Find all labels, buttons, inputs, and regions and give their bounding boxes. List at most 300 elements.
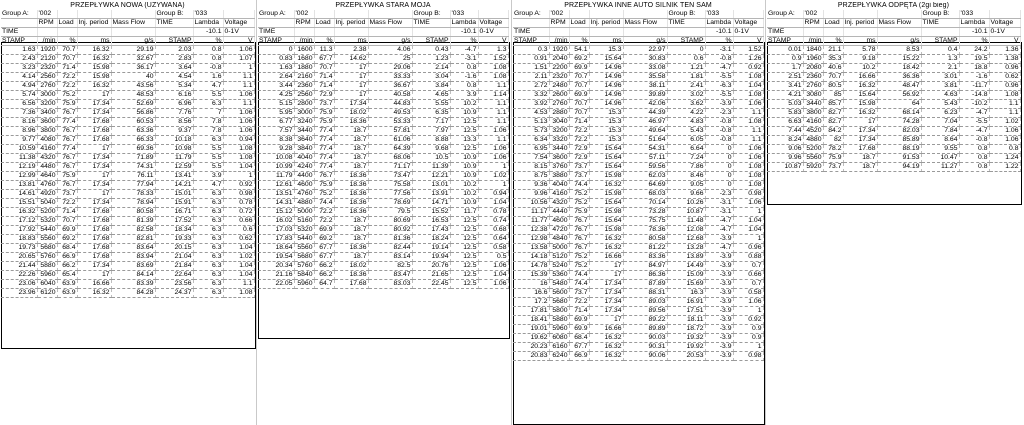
table-cell[interactable]: 17 [77,91,111,100]
table-cell[interactable]: 56.92 [877,91,921,100]
table-cell[interactable]: 0.92 [733,316,763,325]
table-cell[interactable]: 3.04 [412,73,450,82]
table-cell[interactable]: -3.9 [705,235,733,244]
table-cell[interactable]: 83.64 [111,244,155,253]
table-cell[interactable]: 4920 [37,190,57,199]
table-cell[interactable]: 5960 [37,271,57,280]
table-cell[interactable]: 82 [823,136,843,145]
table-cell[interactable]: 14.96 [589,100,623,109]
table-cell[interactable]: -3.9 [705,352,733,361]
group-a-label[interactable]: Group A: [1,10,37,19]
table-cell[interactable]: 33.08 [623,64,667,73]
table-cell[interactable]: 1.08 [733,118,763,127]
table-cell[interactable]: 3640 [294,136,314,145]
table-cell[interactable]: 17 [589,262,623,271]
table-cell[interactable]: 1.08 [733,73,763,82]
table-cell[interactable]: 18.7 [843,163,877,172]
table-cell[interactable]: -0.8 [959,136,989,145]
cell[interactable] [569,10,589,19]
table-cell[interactable]: 4440 [549,208,569,217]
table-cell[interactable]: 89.89 [623,325,667,334]
table-cell[interactable]: 78.36 [623,226,667,235]
table-cell[interactable]: 17 [77,190,111,199]
table-cell[interactable]: 1.1 [478,82,508,91]
table-cell[interactable]: 11.48 [667,217,705,226]
table-cell[interactable]: 17.34 [843,127,877,136]
table-cell[interactable]: 1.08 [733,163,763,172]
table-cell[interactable]: 11.38 [1,154,37,163]
table-cell[interactable]: 0.78 [223,199,254,208]
table-cell[interactable]: 18.7 [334,154,368,163]
table-cell[interactable]: 78.69 [368,199,412,208]
table-cell[interactable]: 2320 [549,73,569,82]
table-cell[interactable]: 94.19 [877,163,921,172]
cell[interactable] [368,10,412,19]
table-cell[interactable]: 4.14 [1,73,37,82]
table-cell[interactable]: 67.7 [314,55,334,64]
table-cell[interactable]: 0 [705,172,733,181]
table-cell[interactable]: 71.89 [111,154,155,163]
table-cell[interactable]: 71.4 [57,64,77,73]
table-cell[interactable]: 17.68 [77,208,111,217]
table-cell[interactable]: 3000 [294,109,314,118]
table-cell[interactable]: 5040 [37,199,57,208]
column-subheader[interactable] [877,28,921,37]
table-cell[interactable]: 1 [733,208,763,217]
table-cell[interactable]: 6.3 [193,235,223,244]
table-cell[interactable]: 7.76 [155,109,193,118]
column-header[interactable]: Lambda [451,19,477,26]
table-cell[interactable]: 2.03 [155,46,193,55]
table-cell[interactable]: 17.34 [843,136,877,145]
table-cell[interactable]: 21.44 [1,262,37,271]
table-cell[interactable]: 11.27 [921,163,959,172]
column-subheader[interactable] [549,28,569,37]
table-cell[interactable]: 72.9 [569,145,589,154]
table-cell[interactable]: 17.34 [77,100,111,109]
table-cell[interactable]: 0 [705,163,733,172]
table-cell[interactable]: 60.53 [111,118,155,127]
table-cell[interactable]: 67.7 [569,343,589,352]
table-cell[interactable]: 4040 [549,181,569,190]
table-cell[interactable]: 1.1 [478,109,508,118]
table-cell[interactable]: 16.32 [589,343,623,352]
table-cell[interactable]: 1.04 [478,199,508,208]
column-header[interactable]: Lambda [959,19,989,28]
table-cell[interactable]: 4040 [294,154,314,163]
table-cell[interactable]: 76.7 [57,154,77,163]
table-cell[interactable]: 6.23 [921,109,959,118]
table-cell[interactable]: 11.7 [450,208,478,217]
table-cell[interactable]: 1.52 [733,46,763,55]
table-cell[interactable]: 1.7 [767,64,803,73]
table-cell[interactable]: 6.3 [193,190,223,199]
table-cell[interactable]: 77.4 [314,136,334,145]
table-cell[interactable]: 2880 [549,109,569,118]
table-cell[interactable]: 5760 [37,253,57,262]
table-cell[interactable]: 7.36 [1,109,37,118]
table-cell[interactable]: -3.1 [705,208,733,217]
table-cell[interactable]: 13.01 [412,181,450,190]
table-cell[interactable]: 23.06 [1,280,37,289]
table-cell[interactable]: 6.3 [193,100,223,109]
table-cell[interactable]: 18.7 [843,154,877,163]
table-cell[interactable]: 19.73 [1,244,37,253]
table-cell[interactable]: 15.3 [589,46,623,55]
table-cell[interactable]: 75.9 [823,154,843,163]
cell[interactable] [223,10,254,19]
table-cell[interactable]: 2080 [803,64,823,73]
table-cell[interactable]: 13.81 [1,181,37,190]
table-cell[interactable]: 15.98 [589,208,623,217]
table-cell[interactable]: 4720 [549,226,569,235]
table-cell[interactable]: 5.13 [513,118,549,127]
column-unit[interactable]: V [478,37,508,46]
table-cell[interactable]: 0.96 [989,82,1020,91]
table-cell[interactable]: 5480 [549,280,569,289]
table-cell[interactable]: 24.2 [959,46,989,55]
column-unit[interactable]: V [989,37,1020,46]
cell[interactable] [334,10,368,19]
column-unit[interactable]: % [823,37,843,46]
table-cell[interactable]: 71.4 [314,82,334,91]
cell[interactable] [77,10,111,19]
cell[interactable] [989,10,1020,19]
table-cell[interactable]: 22.45 [412,280,450,289]
table-cell[interactable]: 0.98 [733,190,763,199]
table-cell[interactable]: 63.9 [57,289,77,298]
table-cell[interactable]: 7.84 [921,127,959,136]
table-cell[interactable]: 5440 [294,235,314,244]
column-unit[interactable]: ms [589,37,623,46]
table-cell[interactable]: 1.08 [989,91,1020,100]
table-cell[interactable]: 12.59 [155,163,193,172]
table-cell[interactable]: 18.36 [334,181,368,190]
table-cell[interactable]: 75.2 [569,190,589,199]
column-unit[interactable]: g/s [877,37,921,46]
table-cell[interactable]: 7.8 [193,118,223,127]
table-cell[interactable]: 12.5 [450,253,478,262]
table-cell[interactable]: 5000 [549,244,569,253]
table-cell[interactable]: 1.06 [478,127,508,136]
table-cell[interactable]: 14.71 [412,199,450,208]
table-cell[interactable]: 74.4 [569,271,589,280]
table-cell[interactable]: -4.7 [705,226,733,235]
table-cell[interactable]: 83.69 [111,262,155,271]
table-cell[interactable]: 1960 [803,55,823,64]
table-cell[interactable]: 1.06 [223,91,254,100]
table-cell[interactable]: 4.65 [412,91,450,100]
table-cell[interactable]: 18.02 [334,262,368,271]
table-cell[interactable]: 15.3 [589,118,623,127]
table-cell[interactable]: 6240 [549,352,569,361]
table-cell[interactable]: 0.8 [959,163,989,172]
table-cell[interactable]: 17.68 [77,244,111,253]
table-cell[interactable]: 15.64 [589,217,623,226]
table-cell[interactable]: 70.7 [57,46,77,55]
table-cell[interactable]: 57.81 [368,127,412,136]
table-cell[interactable]: 1.04 [733,82,763,91]
table-cell[interactable]: 1.81 [667,73,705,82]
table-cell[interactable]: 69.9 [314,226,334,235]
table-cell[interactable]: 68.06 [368,154,412,163]
cell[interactable] [823,10,843,19]
table-cell[interactable]: 75.9 [314,118,334,127]
table-cell[interactable]: 19.92 [667,343,705,352]
table-cell[interactable]: 17.68 [77,127,111,136]
table-cell[interactable]: 75.9 [57,172,77,181]
table-cell[interactable]: 0 [667,46,705,55]
table-cell[interactable]: 5.74 [1,91,37,100]
group-a-label[interactable]: Group A: [767,10,803,19]
table-cell[interactable]: 17 [77,271,111,280]
table-cell[interactable]: 9.96 [767,154,803,163]
table-cell[interactable]: 17 [334,91,368,100]
table-cell[interactable]: 15.98 [77,73,111,82]
table-cell[interactable]: 6.34 [513,136,549,145]
column-subheader[interactable] [823,28,843,37]
column-unit[interactable]: % [569,37,589,46]
table-cell[interactable]: 4320 [37,154,57,163]
table-cell[interactable]: 0.7 [733,280,763,289]
table-cell[interactable]: 17.34 [77,199,111,208]
table-cell[interactable]: 7.57 [258,127,294,136]
table-cell[interactable]: 9.36 [513,181,549,190]
table-cell[interactable]: 1.08 [733,91,763,100]
table-cell[interactable]: 17.43 [412,226,450,235]
table-cell[interactable]: 74.31 [111,163,155,172]
table-cell[interactable]: 4520 [803,127,823,136]
table-cell[interactable]: 68.4 [57,244,77,253]
table-cell[interactable]: -0.8 [193,64,223,73]
table-cell[interactable]: 82.81 [111,235,155,244]
table-cell[interactable]: 19.94 [412,253,450,262]
table-cell[interactable]: 17 [77,145,111,154]
column-unit[interactable]: % [314,37,334,46]
table-cell[interactable]: 15.09 [667,271,705,280]
table-cell[interactable]: 56.86 [111,109,155,118]
table-cell[interactable]: 1.1 [733,127,763,136]
table-cell[interactable]: 0.9 [767,55,803,64]
table-cell[interactable]: 5360 [549,271,569,280]
table-cell[interactable]: 2560 [294,91,314,100]
table-cell[interactable]: 3.81 [921,82,959,91]
table-cell[interactable]: 54.31 [623,145,667,154]
table-cell[interactable]: 14.31 [258,199,294,208]
table-cell[interactable]: 77.4 [314,145,334,154]
table-cell[interactable]: 5160 [294,217,314,226]
table-cell[interactable]: 6.95 [513,145,549,154]
table-cell[interactable]: 6.3 [193,289,223,298]
column-header[interactable]: Mass Flow [623,19,667,28]
group-a-value[interactable]: '002 [37,10,57,19]
table-cell[interactable]: 89.22 [623,316,667,325]
table-cell[interactable]: 12.5 [450,145,478,154]
column-subheader[interactable] [803,28,823,37]
table-cell[interactable]: 17.68 [77,253,111,262]
table-cell[interactable]: 70.7 [57,217,77,226]
table-cell[interactable]: 1.6 [193,73,223,82]
column-unit[interactable]: V [733,37,763,46]
table-cell[interactable]: 3.01 [921,73,959,82]
cell[interactable] [314,10,334,19]
table-cell[interactable]: 15.64 [589,163,623,172]
table-cell[interactable]: 48.47 [877,82,921,91]
table-cell[interactable]: 3200 [549,127,569,136]
table-cell[interactable]: 71.4 [314,73,334,82]
table-cell[interactable]: 17.2 [513,298,549,307]
table-cell[interactable]: 1.22 [989,163,1020,172]
table-cell[interactable]: 5440 [37,226,57,235]
block-title[interactable]: PRZEPŁYWKA NOWA (UŻYWANA) [70,2,185,9]
column-unit[interactable]: STAMP [412,37,450,46]
table-cell[interactable]: 12.5 [450,280,478,289]
table-cell[interactable]: 17 [334,73,368,82]
table-cell[interactable]: 1.1 [478,118,508,127]
cell[interactable] [877,10,921,19]
table-cell[interactable]: 2.11 [513,73,549,82]
table-cell[interactable]: 5.5 [193,145,223,154]
table-cell[interactable]: 29.06 [368,64,412,73]
table-cell[interactable]: 0.58 [733,289,763,298]
table-cell[interactable]: -0.8 [705,118,733,127]
table-cell[interactable]: 15.39 [513,271,549,280]
table-cell[interactable]: 68.03 [623,190,667,199]
table-cell[interactable]: 1.06 [478,145,508,154]
table-cell[interactable]: 2.41 [667,82,705,91]
table-cell[interactable]: 1 [733,343,763,352]
table-cell[interactable]: 5800 [549,307,569,316]
table-cell[interactable]: 17.34 [589,289,623,298]
table-cell[interactable]: 78.94 [111,199,155,208]
table-cell[interactable]: 75.2 [569,253,589,262]
table-cell[interactable]: 18.41 [513,316,549,325]
table-cell[interactable]: 64.39 [368,145,412,154]
table-cell[interactable]: 4320 [549,199,569,208]
table-cell[interactable]: 30.83 [623,55,667,64]
table-cell[interactable]: -4.7 [959,127,989,136]
table-cell[interactable]: -3.1 [450,55,478,64]
table-cell[interactable]: 69.9 [569,316,589,325]
table-cell[interactable]: 83.47 [368,271,412,280]
group-b-label[interactable]: Group B: [921,10,959,19]
column-subheader[interactable]: -10.1 [705,28,733,37]
table-cell[interactable]: 64.69 [623,181,667,190]
table-cell[interactable]: 10.47 [921,154,959,163]
column-header[interactable]: Load [57,19,77,28]
table-cell[interactable]: 77.4 [57,118,77,127]
column-subheader[interactable] [368,28,412,37]
table-cell[interactable]: 1.06 [733,100,763,109]
table-cell[interactable]: 0.94 [478,190,508,199]
column-unit[interactable]: g/s [368,37,412,46]
table-cell[interactable]: 5.5 [193,163,223,172]
table-cell[interactable]: 14.18 [513,253,549,262]
table-cell[interactable]: 13.51 [258,190,294,199]
table-cell[interactable]: 16.66 [843,73,877,82]
table-cell[interactable]: 16.71 [155,208,193,217]
table-cell[interactable]: 77.4 [57,145,77,154]
table-cell[interactable]: 6.3 [193,226,223,235]
table-cell[interactable]: 0.72 [223,208,254,217]
table-cell[interactable]: 18.02 [334,109,368,118]
table-cell[interactable]: 76.7 [57,109,77,118]
table-cell[interactable]: 2360 [803,73,823,82]
table-cell[interactable]: 0.83 [258,55,294,64]
table-cell[interactable]: 2480 [549,82,569,91]
table-cell[interactable]: 1.06 [478,280,508,289]
table-cell[interactable]: 0.9 [733,334,763,343]
table-cell[interactable]: 17.34 [334,100,368,109]
table-cell[interactable]: 3440 [549,145,569,154]
block-title[interactable]: PRZEPŁYWKA ODPĘTA (2gi bieg) [837,2,950,9]
table-cell[interactable]: 3.32 [513,91,549,100]
table-cell[interactable]: 81.36 [368,235,412,244]
table-cell[interactable]: 0.9 [733,325,763,334]
table-cell[interactable]: 16.91 [667,298,705,307]
table-cell[interactable]: 73.7 [314,100,334,109]
table-cell[interactable]: 13.3 [450,136,478,145]
table-cell[interactable]: 16.32 [843,82,877,91]
table-cell[interactable]: 22.97 [623,46,667,55]
table-cell[interactable]: 69.9 [57,226,77,235]
table-cell[interactable]: 43.56 [111,82,155,91]
table-cell[interactable]: 8.15 [513,163,549,172]
table-cell[interactable]: 1.1 [733,109,763,118]
table-cell[interactable]: 9.05 [667,181,705,190]
table-cell[interactable]: 5200 [37,208,57,217]
table-cell[interactable]: 10.2 [843,64,877,73]
table-cell[interactable]: 76.7 [57,163,77,172]
table-cell[interactable]: -4.7 [705,64,733,73]
group-a-value[interactable]: '002 [294,10,314,19]
table-cell[interactable]: -5.5 [705,73,733,82]
table-cell[interactable]: 5680 [549,298,569,307]
table-cell[interactable]: 1.04 [733,226,763,235]
group-b-value[interactable]: '033 [959,10,989,19]
table-cell[interactable]: 5.43 [921,100,959,109]
table-cell[interactable]: 73.7 [57,190,77,199]
table-cell[interactable]: 0.8 [450,82,478,91]
table-cell[interactable]: 88.31 [623,289,667,298]
table-cell[interactable]: 11.77 [513,217,549,226]
table-cell[interactable]: 1.06 [733,298,763,307]
block-title[interactable]: PRZEPŁYWKA STARA MOJA [335,2,431,9]
column-unit[interactable]: g/s [111,37,155,46]
table-cell[interactable]: 13.41 [155,172,193,181]
table-cell[interactable]: 11.79 [155,154,193,163]
table-cell[interactable]: 66.2 [57,262,77,271]
table-cell[interactable]: 1.04 [223,163,254,172]
table-cell[interactable]: 4240 [294,163,314,172]
table-cell[interactable]: 15.52 [412,208,450,217]
table-cell[interactable]: 4.53 [513,109,549,118]
table-cell[interactable]: 16.32 [1,208,37,217]
table-cell[interactable]: 90.06 [623,352,667,361]
table-cell[interactable]: 18.36 [334,271,368,280]
table-cell[interactable]: 1.3 [921,55,959,64]
table-cell[interactable]: 16.32 [589,352,623,361]
table-cell[interactable]: 0.8 [450,64,478,73]
table-cell[interactable]: 4.06 [368,46,412,55]
table-cell[interactable]: 74.4 [569,280,589,289]
table-cell[interactable]: 6.3 [193,199,223,208]
table-cell[interactable]: 3.41 [767,82,803,91]
table-cell[interactable]: 74.4 [314,199,334,208]
table-cell[interactable]: 0.91 [513,55,549,64]
table-cell[interactable]: 18.7 [334,127,368,136]
column-header[interactable]: Lambda [706,19,732,26]
